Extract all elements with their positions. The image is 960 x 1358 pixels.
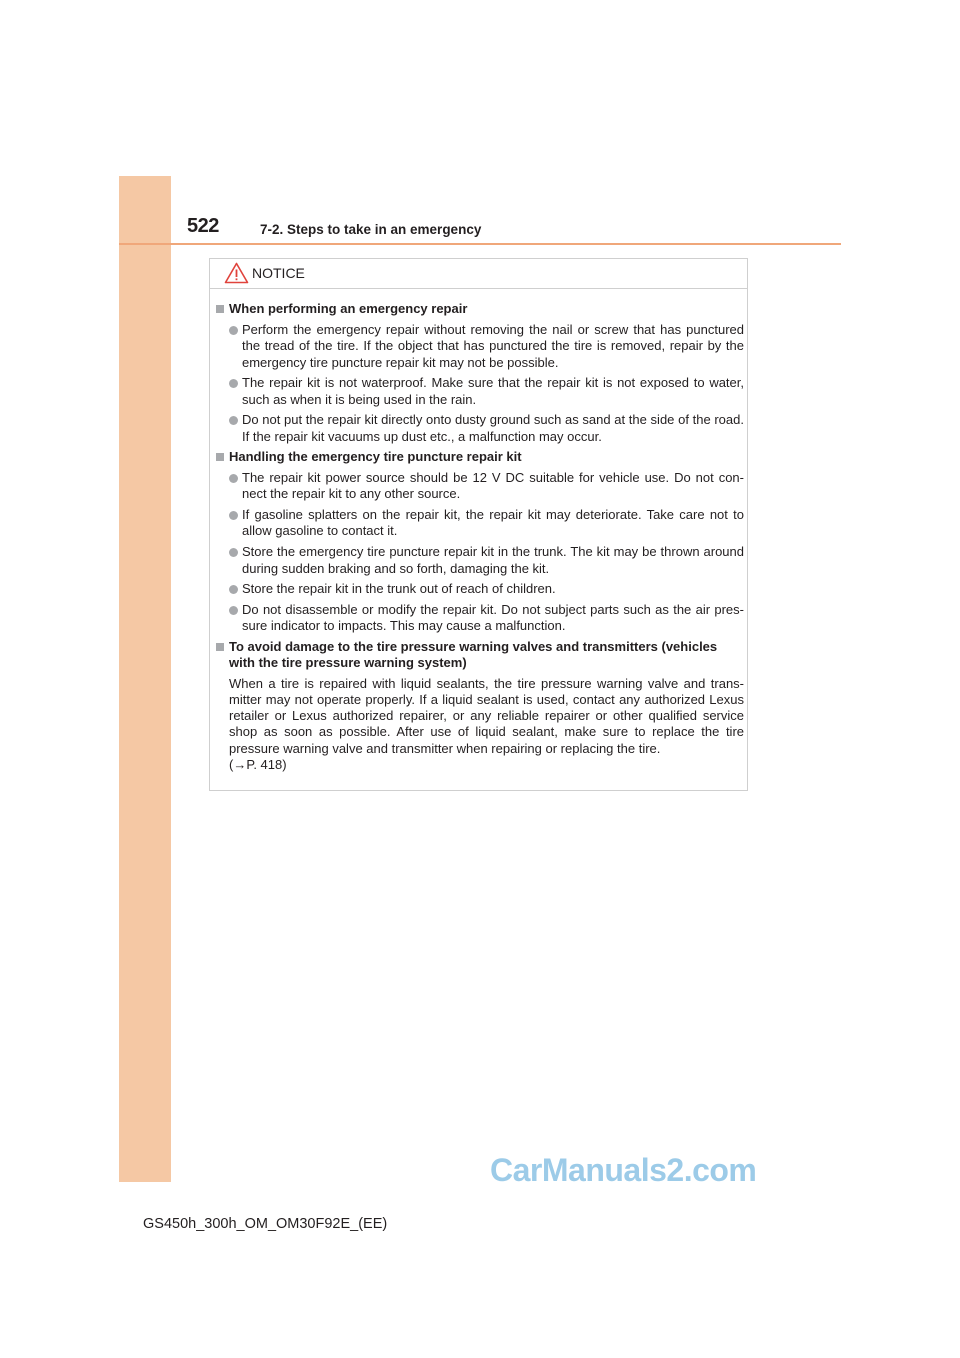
circle-bullet-icon xyxy=(229,511,238,520)
bullet-text: The repair kit is not waterproof. Make sure that the repair kit is not exposed to water, such as when it is being used in the rain. xyxy=(242,375,744,407)
bullet-text: Perform the emergency repair without removing the nail or screw that has punctured the tread of the tire. If the object that has punctured the tire is removed, repair by the emergency tire puncture repair kit may not be possible. xyxy=(242,322,744,370)
bullet-item xyxy=(210,602,744,635)
circle-bullet-icon xyxy=(229,606,238,615)
section-heading xyxy=(210,301,744,318)
watermark-logo: CarManuals2.com xyxy=(490,1152,757,1188)
bullet-item xyxy=(210,412,744,445)
notice-box xyxy=(209,258,748,791)
bullet-text: Store the repair kit in the trunk out of reach of children. xyxy=(242,581,556,597)
bullet-item xyxy=(210,544,744,577)
bullet-item xyxy=(210,581,744,597)
notice-body xyxy=(210,301,747,773)
section-paragraph xyxy=(210,676,744,773)
square-bullet-icon xyxy=(216,453,224,461)
section-title: 7-2. Steps to take in an emergency xyxy=(260,222,482,237)
circle-bullet-icon xyxy=(229,416,238,425)
page-reference: (→P. 418) xyxy=(229,756,287,772)
bullet-text: Do not disassemble or modify the repair kit. Do not subject parts such as the air pres- sure indicator to impacts. This may cause a malfunction. xyxy=(242,602,744,634)
bullet-text: The repair kit power source should be 12 V DC suitable for vehicle use. Do not con- nect the repair kit to any other source. xyxy=(242,470,744,502)
section-heading-text: When performing an emergency repair xyxy=(229,301,468,316)
circle-bullet-icon xyxy=(229,585,238,594)
bullet-item xyxy=(210,322,744,371)
section-heading-text: Handling the emergency tire puncture repair kit xyxy=(229,449,522,465)
section-heading xyxy=(210,449,744,466)
bullet-text: If gasoline splatters on the repair kit, the repair kit may deteriorate. Take care not to allow gasoline to contact it. xyxy=(242,507,744,539)
square-bullet-icon xyxy=(216,643,224,651)
circle-bullet-icon xyxy=(229,326,238,335)
bullet-item xyxy=(210,470,744,503)
section-heading-text: To avoid damage to the tire pressure warning valves and transmitters (vehicles with the tire pressure warning system) xyxy=(229,638,718,671)
side-color-band xyxy=(119,176,171,1182)
footer-document-code: GS450h_300h_OM_OM30F92E_(EE) xyxy=(143,1216,388,1232)
bullet-item xyxy=(210,375,744,408)
section-heading xyxy=(210,639,744,672)
circle-bullet-icon xyxy=(229,474,238,483)
bullet-text: Do not put the repair kit directly onto dusty ground such as sand at the side of the road. If the repair kit vacuums up dust etc., a malfunction may occur. xyxy=(242,412,744,444)
page-number: 522 xyxy=(187,215,219,237)
circle-bullet-icon xyxy=(229,379,238,388)
square-bullet-icon xyxy=(216,305,224,313)
header-rule xyxy=(119,243,841,245)
paragraph-text: When a tire is repaired with liquid sealants, the tire pressure warning valve and trans- mitter may not operate properly. If a liquid sealant is used, contact any authorized Lexus retailer or Lexus authorized repairer, or any reliable repairer or other qualified service shop as soon as possible. After use of liquid sealant, make sure to replace the tire pressure warning valve and transmitter when repairing or replacing the tire. xyxy=(229,675,744,756)
circle-bullet-icon xyxy=(229,548,238,557)
bullet-item xyxy=(210,507,744,540)
bullet-text: Store the emergency tire puncture repair kit in the trunk. The kit may be thrown around during sudden braking and so forth, damaging the kit. xyxy=(242,544,744,576)
notice-header xyxy=(210,259,747,289)
notice-label: NOTICE xyxy=(252,265,305,281)
warning-triangle-icon xyxy=(224,262,249,284)
